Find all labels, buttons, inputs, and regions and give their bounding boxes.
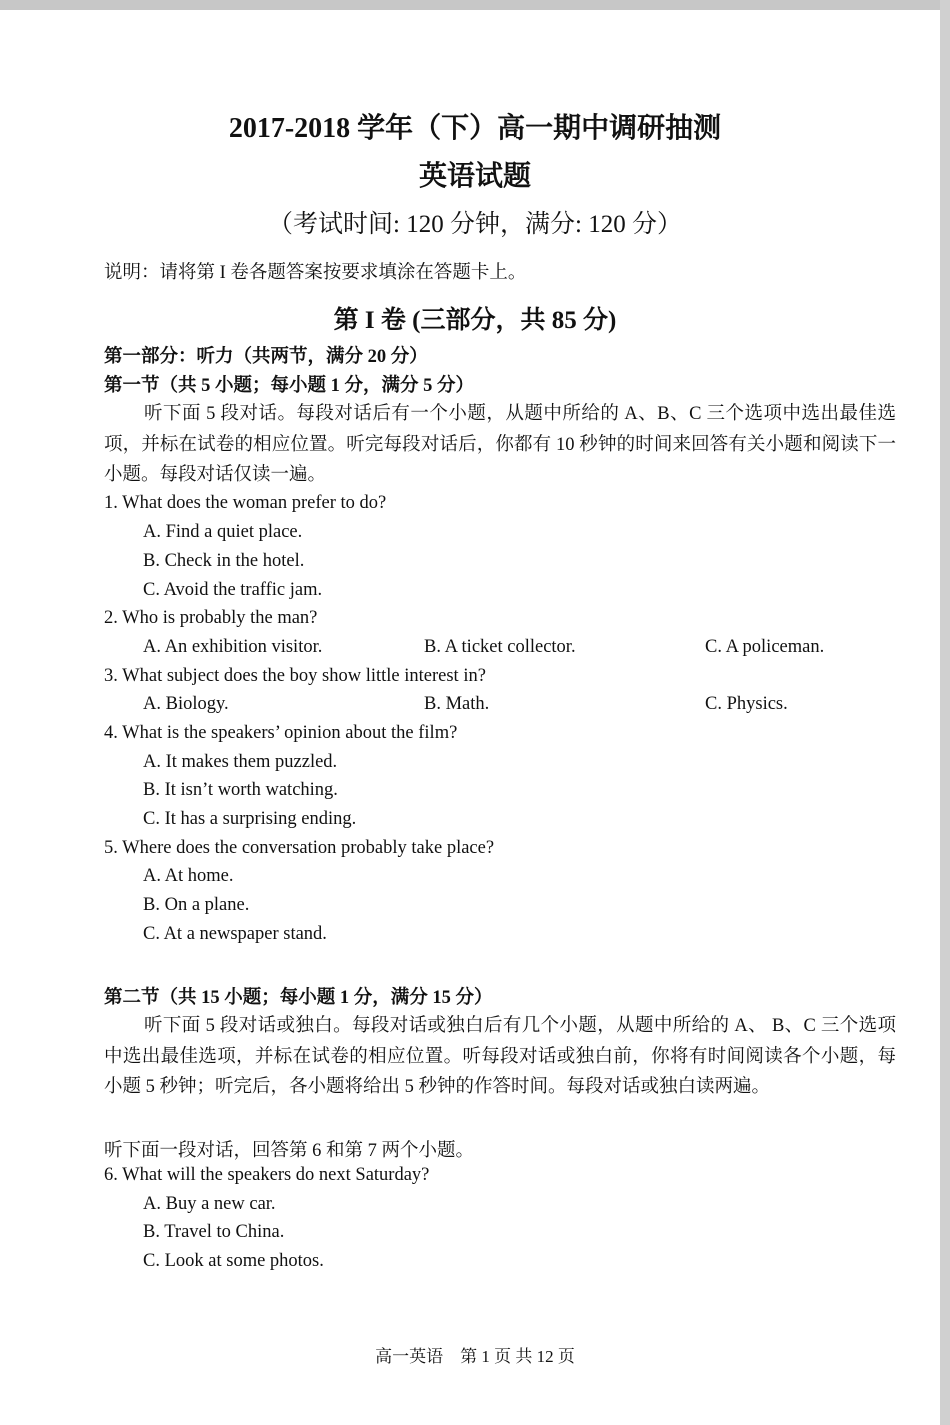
q5-option-a: A. At home. <box>143 866 234 886</box>
section2-heading: 第二节（共 15 小题；每小题 1 分，满分 15 分） <box>104 988 493 1008</box>
q6-option-c: C. Look at some photos. <box>143 1251 324 1271</box>
q3-option-c: C. Physics. <box>705 694 788 714</box>
instructions: 说明：请将第 I 卷各题答案按要求填涂在答题卡上。 <box>104 263 527 283</box>
question-5: 5. Where does the conversation probably take place? <box>104 838 495 858</box>
scan-top-edge <box>0 0 950 10</box>
question-2: 2. Who is probably the man? <box>104 608 318 628</box>
q4-option-c: C. It has a surprising ending. <box>143 809 357 829</box>
question-3: 3. What subject does the boy show little interest in? <box>104 666 486 686</box>
part1-heading: 第一部分：听力（共两节，满分 20 分） <box>104 347 428 367</box>
section1-directions: 听下面 5 段对话。每段对话后有一个小题，从题中所给的 A、B、C 三个选项中选出最佳选项，并标在试卷的相应位置。听完每段对话后，你都有 10 秒钟的时间来回答有关小题和阅读下一小题。每段对话仅读一遍。 <box>104 404 896 485</box>
page-footer: 高一英语 第 1 页 共 12 页 <box>375 1347 575 1366</box>
q2-option-b: B. A ticket collector. <box>424 637 576 657</box>
q2-option-a: A. An exhibition visitor. <box>143 637 323 657</box>
q5-option-c: C. At a newspaper stand. <box>143 924 327 944</box>
q4-option-b: B. It isn’t worth watching. <box>143 780 338 800</box>
exam-subject: 英语试题 <box>418 161 531 192</box>
q6-option-b: B. Travel to China. <box>143 1222 285 1242</box>
exam-time-score: （考试时间: 120 分钟，满分: 120 分） <box>268 211 682 238</box>
question-4: 4. What is the speakers’ opinion about the film? <box>104 723 458 743</box>
volume-heading: 第 I 卷 (三部分，共 85 分) <box>333 307 617 334</box>
question-6: 6. What will the speakers do next Saturday? <box>104 1165 430 1185</box>
q1-option-b: B. Check in the hotel. <box>143 551 305 571</box>
q1-option-c: C. Avoid the traffic jam. <box>143 580 323 600</box>
q6-option-a: A. Buy a new car. <box>143 1194 276 1214</box>
q5-option-b: B. On a plane. <box>143 895 250 915</box>
q3-option-b: B. Math. <box>424 694 490 714</box>
question-1: 1. What does the woman prefer to do? <box>104 493 387 513</box>
exam-title: 2017-2018 学年（下）高一期中调研抽测 <box>228 113 722 144</box>
section2-sub-directions: 听下面一段对话，回答第 6 和第 7 两个小题。 <box>104 1141 475 1161</box>
q1-option-a: A. Find a quiet place. <box>143 522 303 542</box>
q4-option-a: A. It makes them puzzled. <box>143 752 338 772</box>
q3-option-a: A. Biology. <box>143 694 229 714</box>
q2-option-c: C. A policeman. <box>705 637 825 657</box>
section1-heading: 第一节（共 5 小题；每小题 1 分，满分 5 分） <box>104 376 475 396</box>
section2-directions: 听下面 5 段对话或独白。每段对话或独白后有几个小题，从题中所给的 A、 B、C 三个选项中选出最佳选项，并标在试卷的相应位置。听每段对话或独白前，你将有时间阅读各个小题，每小题 5 秒钟；听完后，各小题将给出 5 秒钟的作答时间。每段对话或独白读两遍。 <box>104 1016 896 1097</box>
